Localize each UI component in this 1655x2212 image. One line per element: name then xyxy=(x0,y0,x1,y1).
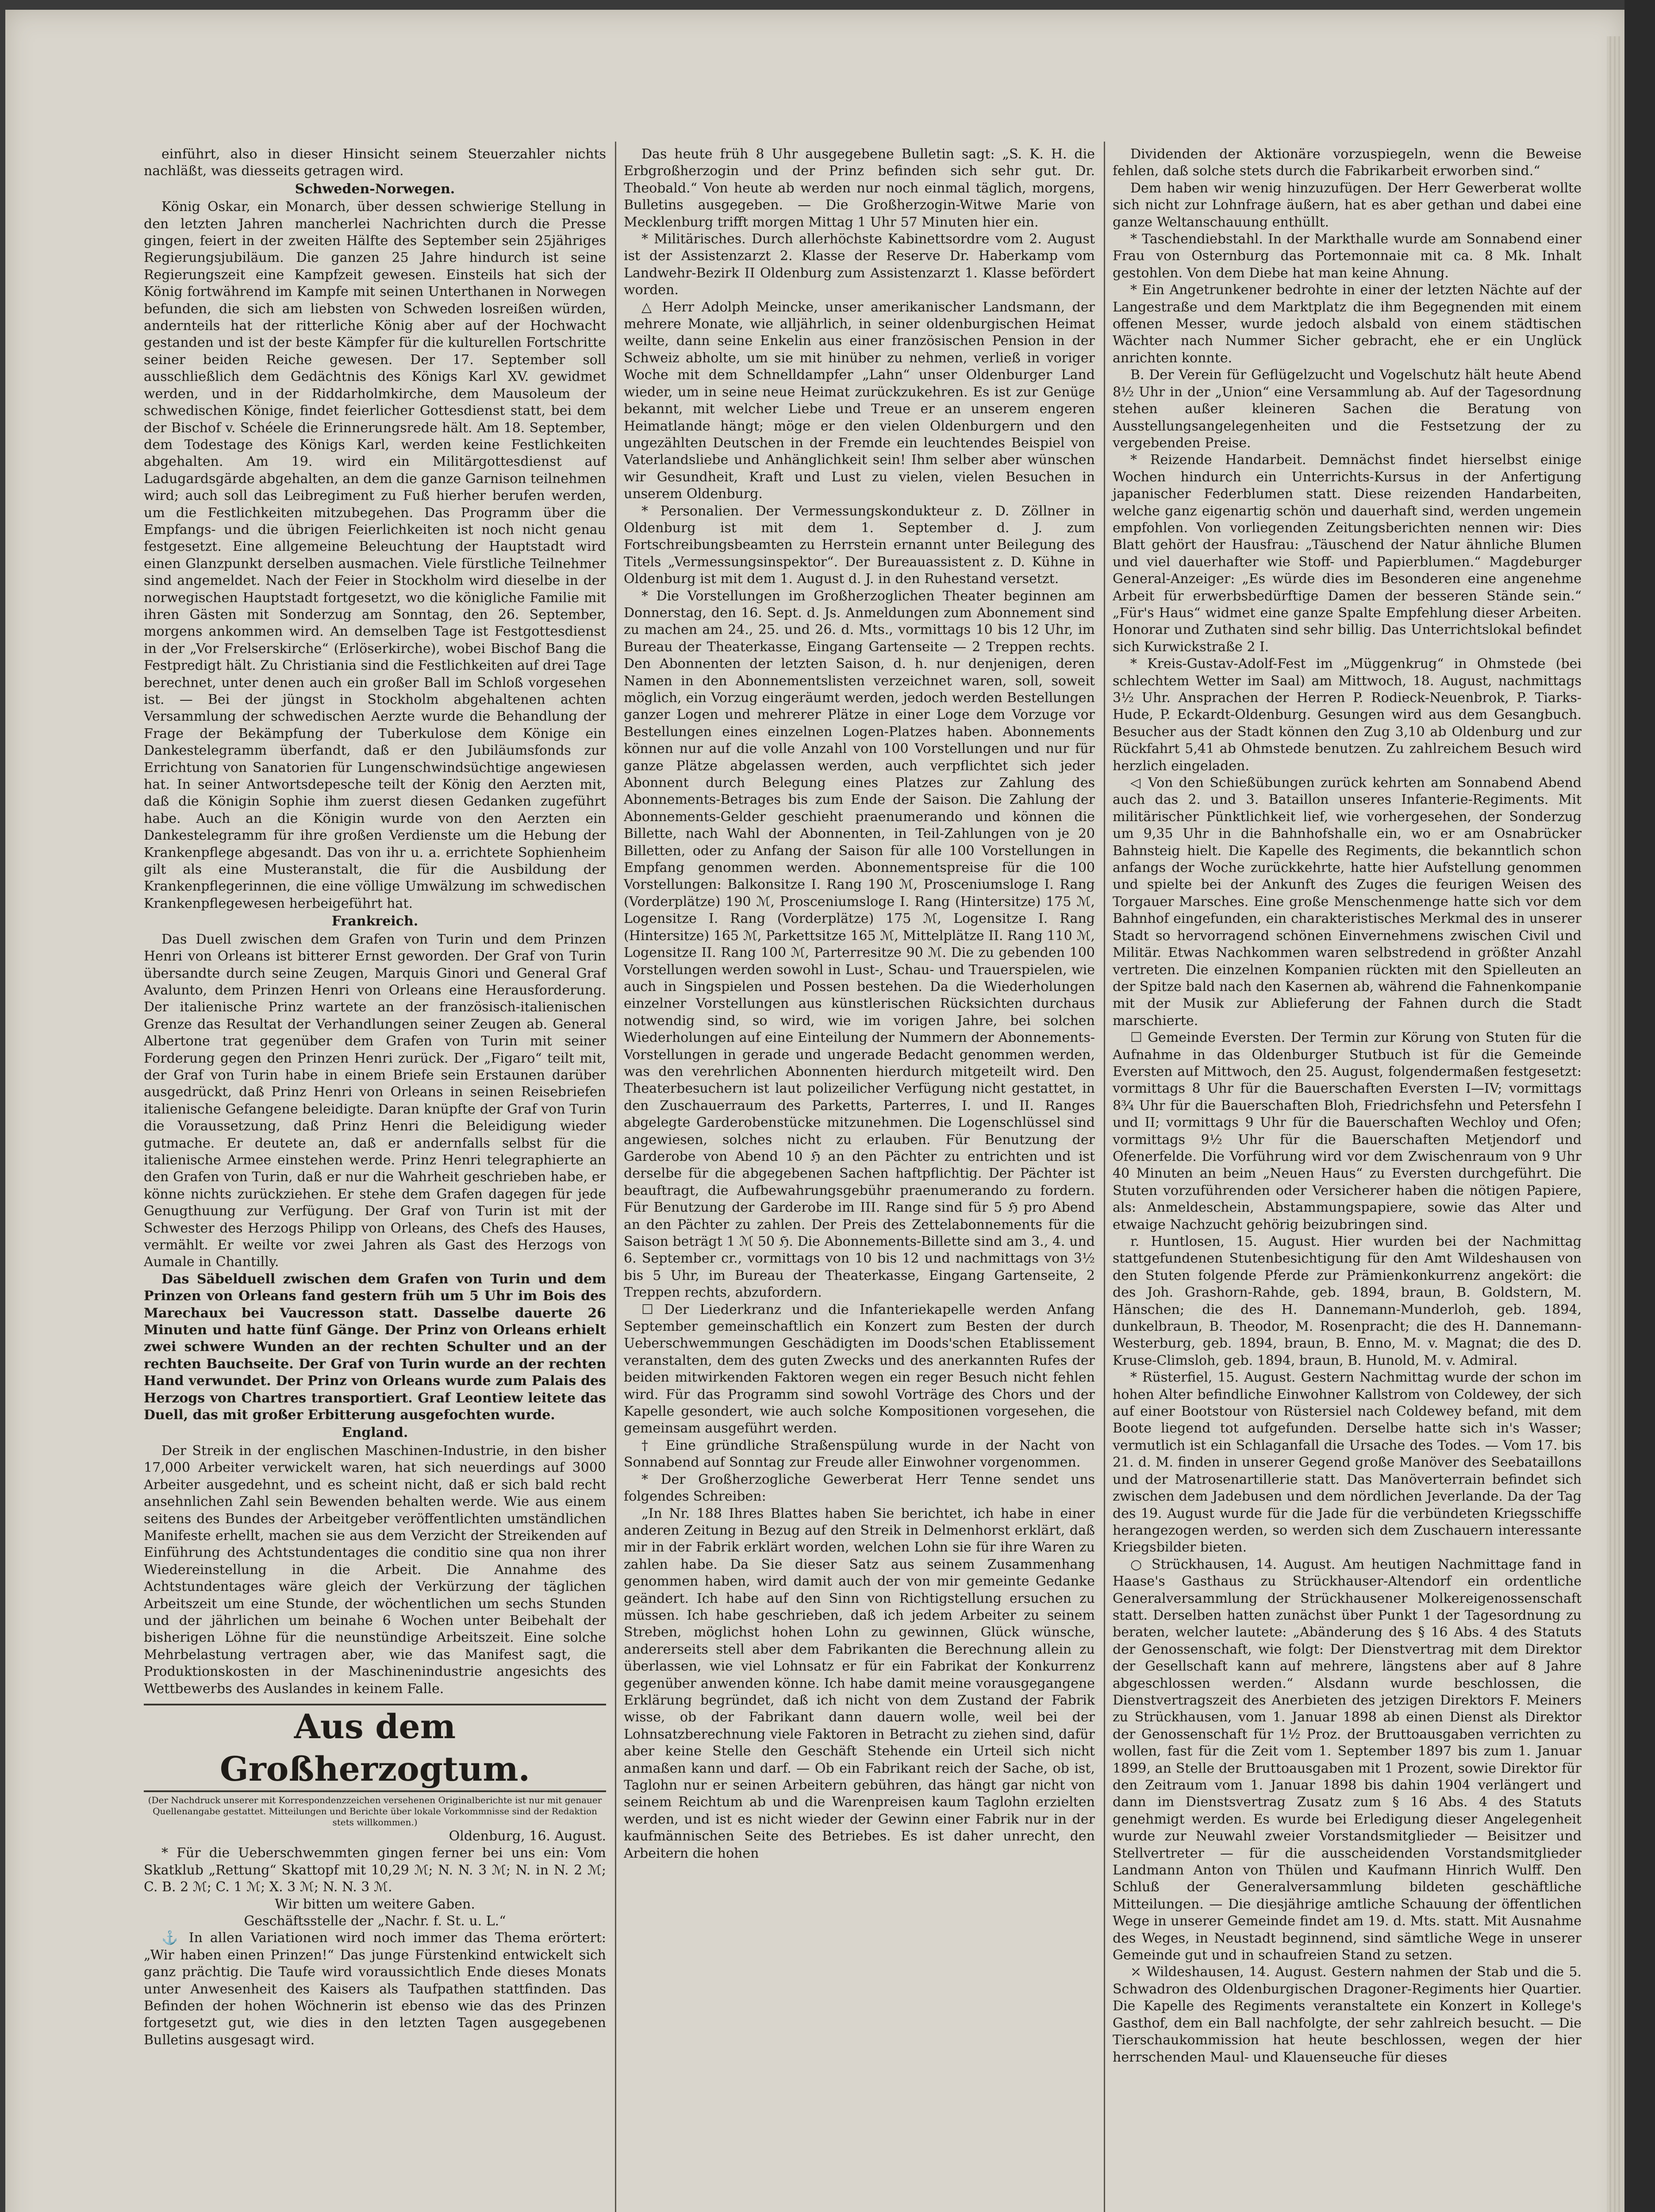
article-streik: Der Streik in der englischen Maschinen-Industrie, in den bisher 17,000 Arbeiter verwickelt waren, hat sich neuerdings auf 3000 Arbeiter ausgedehnt, und es scheint nicht, daß er sich bald recht ansehnlichen Zahl sein Bewenden behalten werde. Wie aus einem seitens des Bundes der Arbeitgeber veröffentlichten umständlichen Manifeste erhellt, machen sie aus dem Verzicht der Streikenden auf Einführung des Achtstundentages die conditio sine qua non ihrer Wiedereinstellung in die Arbeit. Die Annahme des Achtstundentages wäre gleich der Verkürzung der täglichen Arbeitszeit um eine Stunde, der wöchentlichen um sechs Stunden und der jährlichen um beinahe 6 Wochen unter Beibehalt der bisherigen Löhne für die neunstündige Arbeitszeit. Eine solche Mehrbelastung vertragen aber, wie das Manifest sagt, die Produktionskosten in der Maschinenindustrie angesichts des Wettbewerbs des Auslandes in keinem Falle. xyxy=(144,1443,606,1697)
article-handarbeit: * Reizende Handarbeit. Demnächst findet hierselbst einige Wochen hindurch ein Unterrichts-Kursus in der Anfertigung japanischer Federblumen statt. Diese reizenden Handarbeiten, welche ganz eigenartig schön und dauerhaft sind, werden ungemein empfohlen. Von vorliegenden Zeitungsberichten nennen wir: Dies Blatt gehört der Hausfrau: „Täuschend der Natur ähnliche Blumen und viel dauerhafter wie Stoff- und Papierblumen.“ Magdeburger General-Anzeiger: „Es würde dies im Besonderen eine angenehme Arbeit für erwerbsbedürftige Damen der besseren Stände sein.“ „Für's Haus“ widmet eine ganze Spalte Empfehlung dieser Arbeiten. Honorar und Zuthaten sind sehr billig. Das Unterrichtslokal befindet sich Kurwickstraße 2 I. xyxy=(1113,452,1582,655)
article-gustav-adolf-fest: * Kreis-Gustav-Adolf-Fest im „Müggenkrug“ in Ohmstede (bei schlechtem Wetter im Saal) am Mittwoch, 18. August, nachmittags 3½ Uhr. Ansprachen der Herren P. Rodieck-Neuenbrok, P. Tiarks-Hude, P. Eckardt-Oldenburg. Gesungen wird aus dem Gesangbuch. Besucher aus der Stadt können den Zug 3,10 ab Oldenburg und zur Rückfahrt 5,41 ab Ohmstede benutzen. Zu zahlreichem Besuch wird herzlich eingeladen. xyxy=(1113,656,1582,774)
column-1 xyxy=(144,146,606,2049)
article-duell: Das Duell zwischen dem Grafen von Turin und dem Prinzen Henri von Orleans ist bitterer Ernst geworden. Der Graf von Turin übersandte durch seine Zeugen, Marquis Ginori und General Graf Avalunto, dem Prinzen Henri von Orleans eine Herausforderung. Der italienische Prinz wartete an der französisch-italienischen Grenze das Resultat der Verhandlungen seiner Zeugen ab. General Albertone trat gegenüber dem Grafen von Turin mit seiner Forderung gegen den Prinzen Henri zurück. Der „Figaro“ teilt mit, der Graf von Turin habe in einem Briefe sein Erstaunen darüber ausgedrückt, daß Prinz Henri von Orleans in seinen Reisebriefen italienische Gefangene beleidigte. Daran knüpfte der Graf von Turin die Voraussetzung, daß Prinz Henri die Beleidigung wieder gutmache. Er deutete an, daß er andernfalls selbst für die italienische Armee einstehen werde. Prinz Henri telegraphierte an den Grafen von Turin, daß er nur die Wahrheit geschrieben habe, er könne nichts zurückziehen. Er stehe dem Grafen dagegen für jede Genugthuung zur Verfügung. Der Graf von Turin ist mit der Schwester des Herzogs Philipp von Orleans, des Chefs des Hauses, vermählt. Er weilte vor zwei Jahren als Gast des Herzogs von Aumale in Chantilly. xyxy=(144,931,606,1270)
heading-schweden-norwegen: Schweden-Norwegen. xyxy=(295,181,455,197)
article-koenig-oskar: König Oskar, ein Monarch, über dessen schwierige Stellung in den letzten Jahren mancherlei Nachrichten durch die Presse gingen, feiert in der zweiten Hälfte des September sein 25jähriges Regierungsjubiläum. Die ganzen 25 Jahre hindurch ist seine Regierungszeit eine Kampfzeit gewesen. Einsteils hat sich der König fortwährend im Kampfe mit seinen Unterthanen in Norwegen befunden, die sich am liebsten von Schweden losreißen würden, andernteils hat der ritterliche König aber auf der Hochwacht gestanden und ist der beste Kämpfer für die kulturellen Fortschritte seiner beiden Reiche gewesen. Der 17. September soll ausschließlich dem Gedächtnis des Königs Karl XV. gewidmet werden, und in der Riddarholmkirche, dem Mausoleum der schwedischen Könige, findet feierlicher Gottesdienst statt, bei dem der Bischof v. Schéele die Erinnerungsrede hält. Am 18. September, dem Todestage des Königs Karl, werden keine Festlichkeiten abgehalten. Am 19. wird ein Militärgottesdienst auf Ladugardsgärde abgehalten, an dem die ganze Garnison teilnehmen wird; auch soll das Leibregiment zu Fuß hierher berufen werden, um die Festlichkeiten mitzubegehen. Das Programm über die Empfangs- und die übrigen Feierlichkeiten ist noch nicht genau festgesetzt. Eine allgemeine Beleuchtung der Hauptstadt wird einen Glanzpunkt derselben ausmachen. Viele fürstliche Teilnehmer sind angemeldet. Nach der Feier in Stockholm wird dieselbe in der norwegischen Hauptstadt fortgesetzt, wo die königliche Familie mit ihren Gästen mit Sonderzug am Sonntag, den 26. September, morgens ankommen wird. An demselben Tage ist Festgottesdienst in der „Vor Frelserskirche“ (Erlöserkirche), wobei Bischof Bang die Festpredigt hält. Zu Christiania sind die Festlichkeiten auf drei Tage berechnet, unter denen auch ein großer Ball im Schloß vorgesehen ist. — Bei der jüngst in Stockholm abgehaltenen achten Versammlung der schwedischen Aerzte wurde die Behandlung der Frage der Bekämpfung der Tuberkulose dem Könige ein Dankestelegramm überfandt, daß er den Jubiläumsfonds zur Errichtung von Sanatorien für Lungenschwindsüchtige angewiesen hat. In seiner Antwortsdepesche teilt der König den Aerzten mit, daß die Königin Sophie ihm zuerst diesen Gedanken zugeführt habe. Auch an die Königin wurde von den Aerzten ein Dankestelegramm für ihre großen Verdienste um die Hebung der Krankenpflege abgesandt. Das von ihr u. a. errichtete Sophienheim gilt als eine Musteranstalt, die für die Ausbildung der Krankenpflegerinnen, die eine völlige Umwälzung im schwedischen Krankenpflegewesen herbeigeführt hat. xyxy=(144,199,606,911)
article-saebelduell: Das Säbelduell zwischen dem Grafen von Turin und dem Prinzen von Orleans fand gestern früh um 5 Uhr im Bois des Marechaux bei Vaucresson statt. Dasselbe dauerte 26 Minuten und hatte fünf Gänge. Der Prinz von Orleans erhielt zwei schwere Wunden an der rechten Schulter und an der rechten Bauchseite. Der Graf von Turin wurde an der rechten Hand verwundet. Der Prinz von Orleans wurde zum Palais des Herzogs von Chartres transportiert. Graf Leontiew leitete das Duell, das mit großer Erbitterung ausgefochten wurde. xyxy=(144,1271,606,1423)
article-liederkranz: ☐ Der Liederkranz und die Infanteriekapelle werden Anfang September gemeinschaftlich ein Konzert zum Besten der durch Ueberschwemmungen Geschädigten im Doods'schen Etablissement veranstalten, dem des guten Zwecks und des anerkannten Rufes der beiden mitwirkenden Faktoren wegen ein reger Besuch nicht fehlen wird. Für das Programm sind sowohl Vorträge des Chors und der Kapelle gesondert, wie auch solche Kompositionen vorgesehen, die gemeinsam ausgeführt werden. xyxy=(624,1302,1095,1436)
column-3 xyxy=(1113,146,1582,2066)
article-dividenden: Dividenden der Aktionäre vorzuspiegeln, wenn die Beweise fehlen, daß solche stets durch die Fabrikarbeit erworben sind.“ xyxy=(1113,146,1582,179)
column-2 xyxy=(624,146,1095,1862)
article-theater: * Die Vorstellungen im Großherzoglichen Theater beginnen am Donnerstag, den 16. Sept. d. Js. Anmeldungen zum Abonnement sind zu machen am 24., 25. und 26. d. Mts., vormittags 10 bis 12 Uhr, im Bureau der Theaterkasse, Eingang Gartenseite — 2 Treppen rechts. Den Abonnenten der letzten Saison, d. h. nur denjenigen, deren Namen in den Abonnementslisten verzeichnet waren, soll, soweit möglich, ein Vorzug eingeräumt werden, jedoch werden Bestellungen ganzer Logen und mehrerer Plätze in einer Loge dem Vorzuge vor Bestellungen eines einzelnen Logen-Platzes haben. Abonnements können nur auf die volle Anzahl von 100 Vorstellungen und nur für ganze Plätze abgelassen werden, auch verpflichtet sich jeder Abonnent durch Belegung eines Platzes zur Zahlung des Abonnements-Betrages bis zum Ende der Saison. Die Zahlung der Abonnements-Gelder geschieht praenumerando und können die Billette, nach Wahl der Abonnenten, in Teil-Zahlungen von je 20 Billetten, oder zu Anfang der Saison für alle 100 Vorstellungen in Empfang genommen werden. Abonnementspreise für die 100 Vorstellungen: Balkonsitze I. Rang 190 ℳ, Prosceniumsloge I. Rang (Vorderplätze) 190 ℳ, Prosceniumsloge I. Rang (Hintersitze) 175 ℳ, Logensitze I. Rang (Vorderplätze) 175 ℳ, Logensitze I. Rang (Hintersitze) 165 ℳ, Parkettsitze 165 ℳ, Mittelplätze II. Rang 110 ℳ, Logensitze II. Rang 100 ℳ, Parterresitze 90 ℳ. Die zu gebenden 100 Vorstellungen werden sowohl in Lust-, Schau- und Trauerspielen, wie auch in Singspielen und Possen bestehen. Da die Wiederholungen einzelner Vorstellungen aus künstlerischen Rücksichten durchaus notwendig sind, so wird, wie im vorigen Jahre, bei solchen Wiederholungen auf eine Einteilung der Nummern der Abonnements-Vorstellungen in gerade und ungerade Bedacht genommen werden, was den verehrlichen Abonnenten hierdurch mitgeteilt wird. Den Theaterbesuchern ist laut polizeilicher Verfügung nicht gestattet, in den Zuschauerraum des Parketts, Parterres, I. und II. Ranges abgelegte Garderobenstücke mitzunehmen. Die Logenschlüssel sind angewiesen, solches nicht zu erlauben. Für Benutzung der Garderobe von Abend 10 ℌ an den Pächter zu entrichten und ist derselbe für die abgegebenen Sachen haftpflichtig. Der Pächter ist beauftragt, die Aufbewahrungsgebühr praenumerando zu fordern. Für Benutzung der Garderobe im III. Range sind für 5 ℌ pro Abend an den Pächter zu zahlen. Der Preis des Zettelabonnements für die Saison beträgt 1 ℳ 50 ℌ. Die Abonnements-Billette sind am 3., 4. und 6. September cr., vormittags von 10 bis 12 und nachmittags von 3½ bis 5 Uhr, im Bureau der Theaterkasse, Eingang Gartenseite, 2 Treppen rechts, abzufordern. xyxy=(624,588,1095,1301)
article-meincke: △ Herr Adolph Meincke, unser amerikanischer Landsmann, der mehrere Monate, wie alljährlich, in seiner oldenburgischen Heimat weilte, dann seine Enkelin aus einer französischen Pension in der Schweiz abholte, um sie mit hinüber zu nehmen, verließ in voriger Woche mit dem Schnelldampfer „Lahn“ unser Oldenburger Land wieder, um in seine neue Heimat zurückzukehren. Es ist zur Genüge bekannt, mit welcher Liebe und Treue er an unserem engeren Heimatlande hängt; möge er den vielen Oldenburgern und den ungezählten Deutschen in der Fremde ein leuchtendes Beispiel von Vaterlandsliebe und Anhänglichkeit sein! Ihm selber aber wünschen wir Gesundheit, Kraft und Lust zu vielen, vielen Besuchen in unserem Oldenburg. xyxy=(624,299,1095,502)
article-letter: „In Nr. 188 Ihres Blattes haben Sie berichtet, ich habe in einer anderen Zeitung in Bezug auf den Streik in Delmenhorst erklärt, daß mir in der Fabrik erklärt worden, welchen Lohn sie für ihre Waren zu zahlen habe. Da Sie dieser Satz aus seinem Zusammenhang genommen haben, wird damit auch der von mir gemeinte Gedanke geändert. Ich habe auf den Sinn von Richtigstellung ersuchen zu müssen. Ich habe geschrieben, daß ich jedem Arbeiter zu seinem Streben, möglichst hohen Lohn zu gewinnen, Glück wünsche, andererseits stell aber dem Fabrikanten die Berechnung allein zu überlassen, wie viel Lohnsatz er für ein Fabrikat der Konkurrenz gegenüber anwenden könne. Ich habe damit meine vorausgegangene Erklärung begründet, daß ich nicht von dem Zustand der Fabrik wisse, ob der Fabrikant dann dauern wolle, weil bei der Lohnsatzberechnung viele Faktoren in Betracht zu ziehen sind, dafür aber keine Stelle den Geschäft Stehende ein Urteil sich nicht anmaßen kann und darf. — Ob ein Fabrikant reich der Sache, ob ist, Taglohn nur er seinen Arbeitern gebühren, das hängt gar nicht von seinem Reichtum ab und die Warenpreisen kaum Taglohn erzielten werden, und ist es nicht wieder der Gewinn einer Fabrik nur in der kaufmännischen Seite des Betriebes. Es ist daher unrecht, den Arbeitern die hohen xyxy=(624,1505,1095,1861)
article-kommentar: Dem haben wir wenig hinzuzufügen. Der Herr Gewerberat wollte sich nicht zur Lohnfrage äußern, hat es aber gethan und dabei eine ganze Weltanschauung enthüllt. xyxy=(1113,180,1582,230)
page-edge-stripes xyxy=(1607,36,1620,2212)
heading-frankreich: Frankreich. xyxy=(331,914,419,929)
article-huntlosen: r. Huntlosen, 15. August. Hier wurden bei der Nachmittag stattgefundenen Stutenbesichtigung für den Amt Wildeshausen von den Stuten folgende Pferde zur Prämienkonkurrenz angekört: die des Joh. Grashorn-Rahde, geb. 1894, braun, B. Goldstern, M. Hänschen; die des H. Dannemann-Munderloh, geb. 1894, dunkelbraun, B. Theodor, M. Rosenpracht; die des H. Dannemann-Westerburg, geb. 1894, braun, B. Enno, M. v. Magnat; die des D. Kruse-Climsloh, geb. 1894, braun, B. Hunold, M. v. Admiral. xyxy=(1113,1234,1582,1368)
article-eversten: ☐ Gemeinde Eversten. Der Termin zur Körung von Stuten für die Aufnahme in das Oldenburger Stutbuch ist für die Gemeinde Eversten auf Mittwoch, den 25. August, folgendermaßen festgesetzt: vormittags 8 Uhr für die Bauerschaften Eversten I—IV; vormittags 8¾ Uhr für die Bauerschaften Bloh, Friedrichsfehn und Petersfehn I und II; vormittags 9 Uhr für die Bauerschaften Wechloy und Ofen; vormittags 9½ Uhr für die Bauerschaften Metjendorf und Ofenerfelde. Die Vorführung wird vor dem Zwischenraum von 9 Uhr 40 Minuten an beim „Neuen Haus“ zu Eversten durchgeführt. Die Stuten vorzuführenden oder Versicherer haben die nötigen Papiere, als: Anmeldeschein, Abstammungspapiere, sowie das Alter und etwaige Nachzucht gehörig beizubringen sind. xyxy=(1113,1030,1582,1233)
heading-england: England. xyxy=(342,1425,408,1441)
article-intro: einführt, also in dieser Hinsicht seinem Steuerzahler nichts nachläßt, was diesseits getragen wird. xyxy=(144,146,606,179)
article-ueberschwemmte: * Für die Ueberschwemmten gingen ferner bei uns ein: Vom Skatklub „Rettung“ Skattopf mit 10,29 ℳ; N. N. 3 ℳ; N. in N. 2 ℳ; C. B. 2 ℳ; C. 1 ℳ; X. 3 ℳ; N. N. 3 ℳ. xyxy=(144,1845,606,1895)
article-militaerisches: * Militärisches. Durch allerhöchste Kabinettsordre vom 2. August ist der Assistenzarzt 2. Klasse der Reserve Dr. Haberkamp vom Landwehr-Bezirk II Oldenburg zum Assistenzarzt 1. Klasse befördert worden. xyxy=(624,231,1095,298)
section-title-grossherzogtum: Aus dem Großherzogtum. xyxy=(144,1704,606,1792)
article-gewerberat: * Der Großherzogliche Gewerberat Herr Tenne sendet uns folgendes Schreiben: xyxy=(624,1471,1095,1505)
article-taschendiebstahl: * Taschendiebstahl. In der Markthalle wurde am Sonnabend einer Frau von Osternburg das Portemonnaie mit ca. 8 Mk. Inhalt gestohlen. Von dem Diebe hat man keine Ahnung. xyxy=(1113,231,1582,281)
article-strueckhausen: ○ Strückhausen, 14. August. Am heutigen Nachmittage fand in Haase's Gasthaus zu Strückhauser-Altendorf ein ordentliche Generalversammlung der Strückhausener Molkereigenossenschaft statt. Derselben hatten zunächst über Punkt 1 der Tagesordnung zu beraten, welcher lautete: „Abänderung des § 16 Abs. 4 des Statuts der Genossenschaft, wie folgt: Der Dienstvertrag mit dem Direktor der Gesellschaft kann auf mehrere, längstens aber auf 8 Jahre abgeschlossen werden.“ Alsdann wurde beschlossen, die Dienstvertragszeit des Anerbieten des jetzigen Direktors F. Meiners zu Strückhausen, vom 1. Januar 1898 ab einen Dienst als Direktor der Genossenschaft für 1½ Proz. der Bruttoausgaben verrichten zu wollen, fast für die Zeit vom 1. September 1897 bis zum 1. Januar 1899, an Stelle der Bruttoausgaben mit 1 Prozent, sowie Direktor für den Zeitraum vom 1. Januar 1898 bis dahin 1904 verlängert und dann im Dienstsvertrag Zusatz zum § 16 Abs. 4 des Statuts genehmigt werden. Es wurde bei Erledigung dieser Angelegenheit wurde zur Neuwahl zweier Vorstandsmitglieder — Beisitzer und Stellvertreter — für die ausscheidenden Vorstandsmitglieder Landmann Anton von Thülen und Kaufmann Hinrich Wulff. Den Schluß der Generalversammlung bildeten geschäftliche Mitteilungen. — Die diesjährige amtliche Schauung der öffentlichen Wege in unserer Gemeinde findet am 19. d. Mts. statt. Mit Ausnahme des Weges, in Neustadt beginnend, sind sämtliche Wege in unserer Gemeinde gut und in schaufreien Stand zu setzen. xyxy=(1113,1556,1582,1963)
article-ruestersiel: * Rüsterfiel, 15. August. Gestern Nachmittag wurde der schon im hohen Alter befindliche Einwohner Kallstrom von Coldewey, der sich auf einer Bootstour von Rüstersiel nach Coldewey befand, mit dem Boote liegend tot aufgefunden. Derselbe hatte sich in's Wasser; vermutlich ist ein Schlaganfall die Ursache des Todes. — Vom 17. bis 21. d. M. finden in unserer Gegend große Manöver des Seebataillons und der Matrosenartillerie statt. Das Manöverterrain befindet sich zwischen dem Jadebusen und dem nördlichen Jeverlande. Da der Tag des 19. August wurde für die Jade für die verbündeten Kriegsschiffe herangezogen werden, so werden sich dem Zuschauern interessante Kriegsbilder bieten. xyxy=(1113,1370,1582,1555)
article-personalien: * Personalien. Der Vermessungskondukteur z. D. Zöllner in Oldenburg ist mit dem 1. September d. J. zum Fortschreibungsbeamten zu Herrstein ernannt unter Beilegung des Titels „Vermessungsinspektor“. Der Bureauassistent z. D. Kühne in Oldenburg ist mit dem 1. August d. J. in den Ruhestand versetzt. xyxy=(624,503,1095,587)
scan-dark-margin xyxy=(1624,0,1655,2212)
article-angetrunkener: * Ein Angetrunkener bedrohte in einer der letzten Nächte auf der Langestraße und dem Marktplatz die ihm Begegnenden mit einem offenen Messer, wurde jedoch alsbald von einem städtischen Wächter nach Nummer Sicher gebracht, ehe er ein Unglück anrichten konnte. xyxy=(1113,282,1582,366)
article-wildeshausen: ⤫ Wildeshausen, 14. August. Gestern nahmen der Stab und die 5. Schwadron des Oldenburgischen Dragoner-Regiments hier Quartier. Die Kapelle des Regiments veranstaltete ein Konzert in Kollege's Gasthof, dem ein Ball nachfolgte, der sehr zahlreich besucht. — Die Tierschaukommission hat heute beschlossen, wegen der hier herrschenden Maul- und Klauenseuche für dieses xyxy=(1113,1964,1582,2065)
office-signature: Geschäftsstelle der „Nachr. f. St. u. L.“ xyxy=(244,1913,506,1929)
article-gefluegelzucht: B. Der Verein für Geflügelzucht und Vogelschutz hält heute Abend 8½ Uhr in der „Union“ eine Versammlung ab. Auf der Tagesordnung stehen außer kleineren Sachen die Beratung von Ausstellungsangelegenheiten und die Festsetzung der zu vergebenden Preise. xyxy=(1113,367,1582,451)
article-strassenspuelung: † Eine gründliche Straßenspülung wurde in der Nacht von Sonnabend auf Sonntag zur Freude aller Einwohner vorgenommen. xyxy=(624,1437,1095,1471)
column-rule-1 xyxy=(615,142,616,2212)
column-rule-2 xyxy=(1104,142,1105,2212)
article-variationen: ⚓ In allen Variationen wird noch immer das Thema erörtert: „Wir haben einen Prinzen!“ Das junge Fürstenkind entwickelt sich ganz prächtig. Die Taufe wird voraussichtlich Ende dieses Monats unter Anwesenheit des Kaisers als Taufpathen stattfinden. Das Befinden der hohen Wöchnerin ist ebenso wie das des Prinzen fortgesetzt gut, wie dies in den letzten Tagen ausgegebenen Bulletins ausgesagt wird. xyxy=(144,1930,606,2048)
article-bulletin: Das heute früh 8 Uhr ausgegebene Bulletin sagt: „S. K. H. die Erbgroßherzogin und der Prinz befinden sich sehr gut. Dr. Theobald.“ Von heute ab werden nur noch einmal täglich, morgens, Bulletins ausgegeben. — Die Großherzogin-Witwe Marie von Mecklenburg trifft morgen Mittag 1 Uhr 57 Minuten hier ein. xyxy=(624,146,1095,230)
article-schiessuebungen: ◁ Von den Schießübungen zurück kehrten am Sonnabend Abend auch das 2. und 3. Bataillon unseres Infanterie-Regiments. Mit militärischer Pünktlichkeit lief, wie vorhergesehen, der Sonderzug um 9,35 Uhr in die Bahnhofshalle ein, wo er am Osnabrücker Bahnsteig hielt. Die Kapelle des Regiments, die bekanntlich schon anfangs der Woche zurückkehrte, hatte hier Aufstellung genommen und spielte bei der Ankunft des Zuges die feurigen Weisen des Torgauer Marsches. Eine große Menschenmenge hatte sich vor dem Bahnhof eingefunden, ein charakteristisches Merkmal des in unserer Stadt so hervorragend schönen Einvernehmens zwischen Civil und Militär. Etwas Nachkommen waren selbstredend in größter Anzahl vertreten. Die einzelnen Kompanien rückten mit den Spielleuten an der Spitze bald nach den Kasernen ab, während die Fahnenkompanie mit der Musik zur Ablieferung der Fahnen durch die Stadt marschierte. xyxy=(1113,775,1582,1029)
appeal-text: Wir bitten um weitere Gaben. xyxy=(275,1896,475,1912)
reprint-note: (Der Nachdruck unserer mit Korrespondenzzeichen versehenen Originalberichte ist nur mit genauer Quellenangabe gestattet. Mitteilungen und Berichte über lokale Vorkommnisse sind der Redaktion stets willkommen.) xyxy=(148,1794,602,1828)
dateline: Oldenburg, 16. August. xyxy=(449,1828,606,1844)
